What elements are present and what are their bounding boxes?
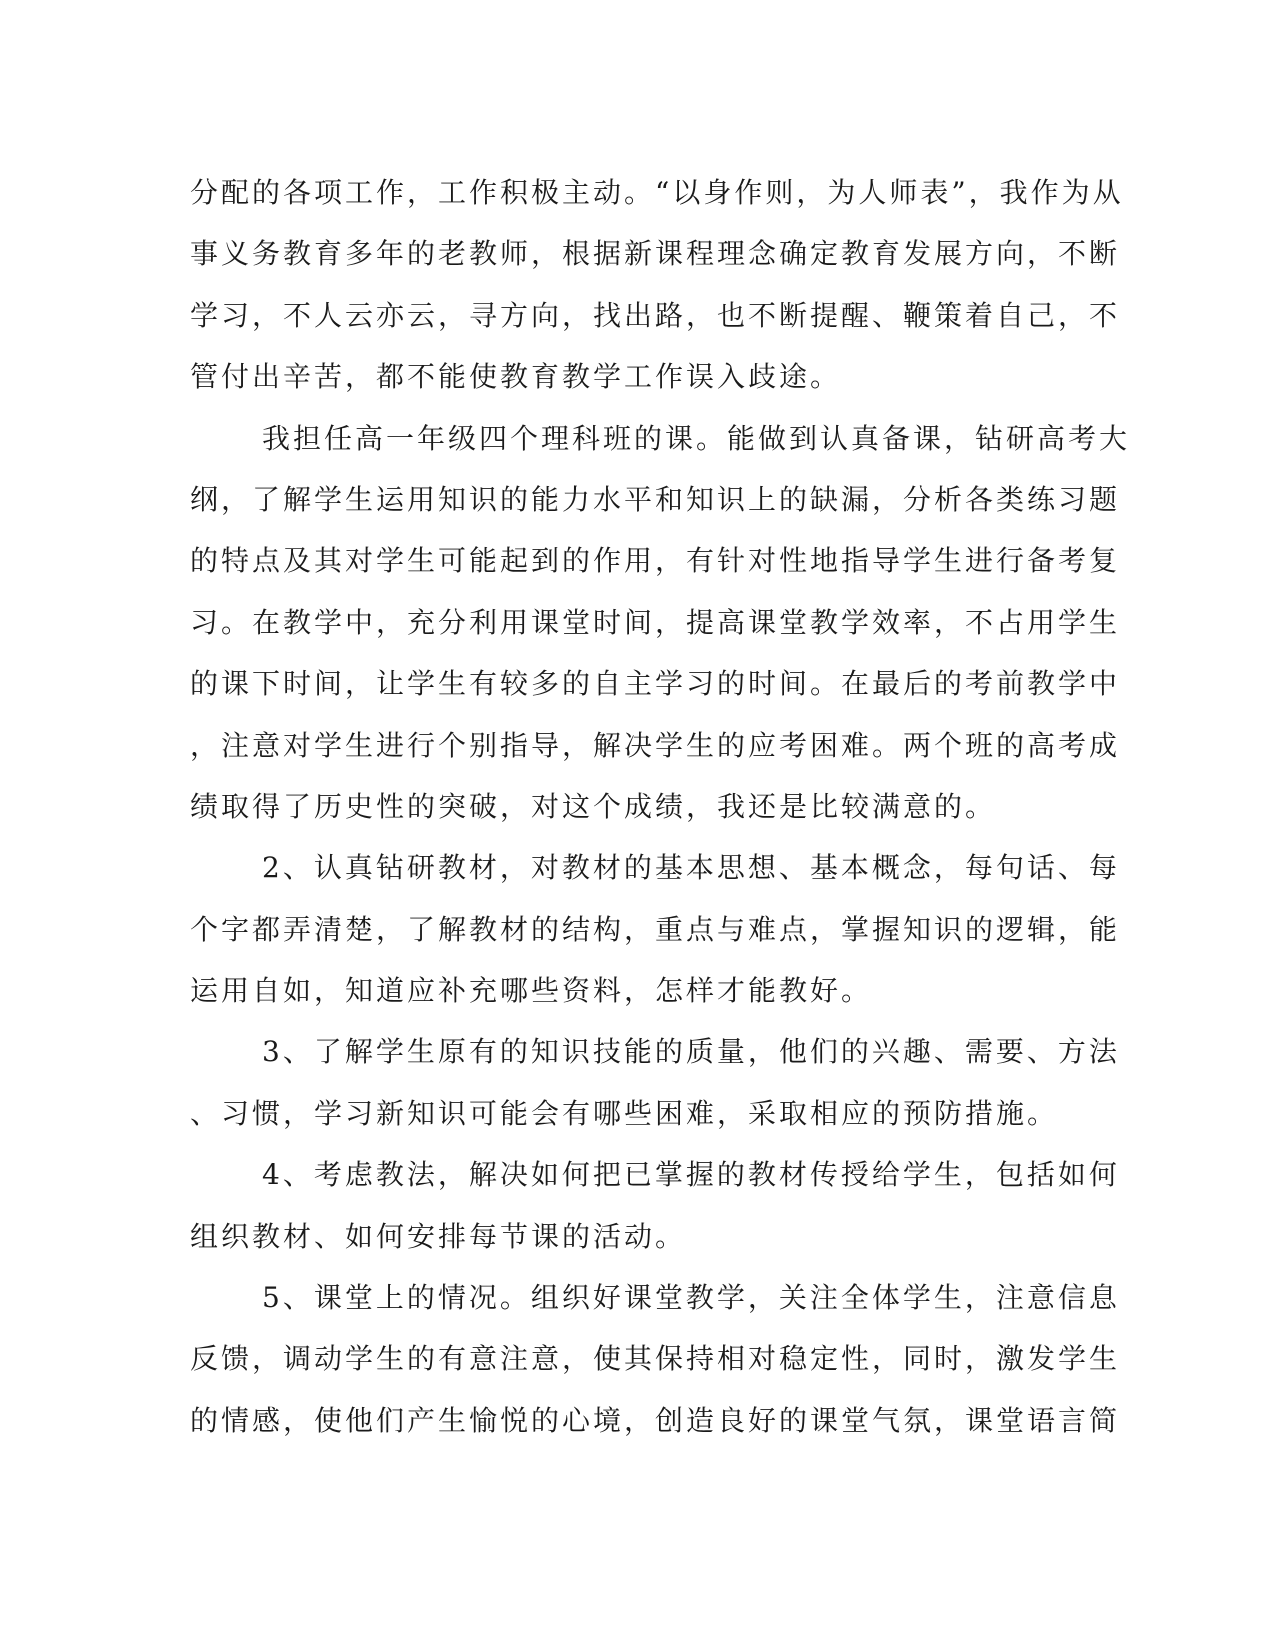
text-line: 的课下时间，让学生有较多的自主学习的时间。在最后的考前教学中 (190, 667, 1121, 701)
body-text (190, 162, 1131, 1451)
text-line: 事义务教育多年的老教师，根据新课程理念确定教育发展方向，不断 (190, 237, 1121, 271)
text-line: 、习惯，学习新知识可能会有哪些困难，采取相应的预防措施。 (190, 1096, 1059, 1130)
text-line: 的情感，使他们产生愉悦的心境，创造良好的课堂气氛，课堂语言简 (190, 1403, 1121, 1437)
text-line: 习。在教学中，充分利用课堂时间，提高课堂教学效率，不占用学生 (190, 605, 1121, 639)
text-line: 分配的各项工作，工作积极主动。“以身作则，为人师表”，我作为从 (190, 176, 1124, 209)
text-line: 反馈，调动学生的有意注意，使其保持相对稳定性，同时，激发学生 (190, 1342, 1121, 1376)
text-line: 运用自如，知道应补充哪些资料，怎样才能教好。 (190, 974, 873, 1008)
text-line: 学习，不人云亦云，寻方向，找出路，也不断提醒、鞭策着自己，不 (190, 298, 1121, 332)
text-line: 的特点及其对学生可能起到的作用，有针对性地指导学生进行备考复 (190, 544, 1121, 578)
text-line: 纲，了解学生运用知识的能力水平和知识上的缺漏，分析各类练习题 (190, 482, 1121, 516)
paragraph-first-line: 3、了解学生原有的知识技能的质量，他们的兴趣、需要、方法 (262, 1035, 1120, 1069)
paragraph-first-line: 2、认真钻研教材，对教材的基本思想、基本概念，每句话、每 (262, 851, 1120, 885)
paragraph-first-line: 我担任高一年级四个理科班的课。能做到认真备课，钻研高考大 (262, 421, 1131, 455)
paragraph-first-line: 4、考虑教法，解决如何把已掌握的教材传授给学生，包括如何 (262, 1158, 1120, 1192)
text-line: 绩取得了历史性的突破，对这个成绩，我还是比较满意的。 (190, 789, 997, 823)
text-line: 组织教材、如何安排每节课的活动。 (190, 1219, 687, 1253)
paragraph-first-line: 5、课堂上的情况。组织好课堂教学，关注全体学生，注意信息 (262, 1281, 1120, 1315)
text-line: 个字都弄清楚，了解教材的结构，重点与难点，掌握知识的逻辑，能 (190, 912, 1121, 946)
text-line: 管付出辛苦，都不能使教育教学工作误入歧途。 (190, 360, 842, 394)
text-line: ，注意对学生进行个别指导，解决学生的应考困难。两个班的高考成 (190, 728, 1121, 762)
